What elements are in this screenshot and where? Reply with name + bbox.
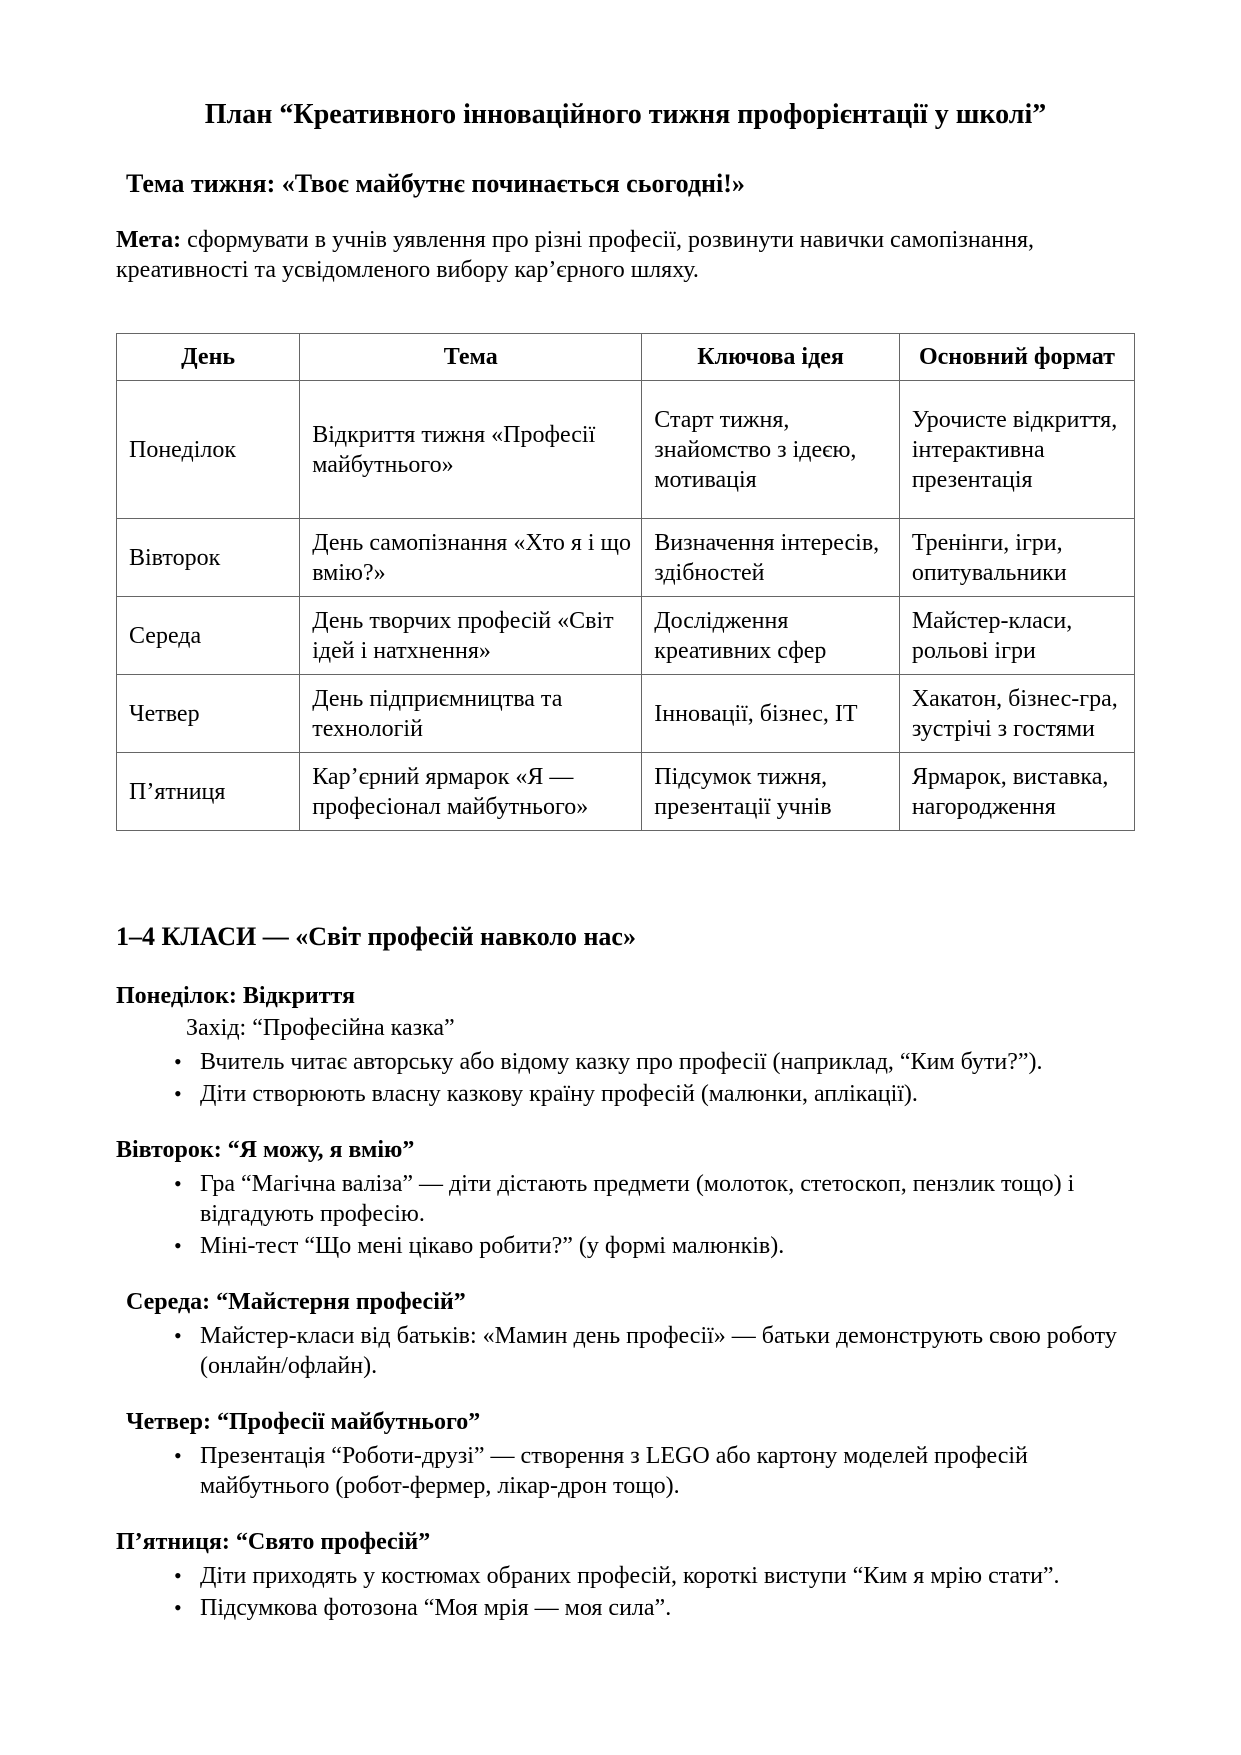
day-block-wednesday — [116, 1287, 1135, 1381]
list-item: • Міні-тест “Що мені цікаво робити?” (у формі малюнків). — [200, 1231, 1135, 1261]
cell-day: Середа — [117, 597, 300, 675]
day-heading-wednesday: Середа: “Майстерня професій” — [126, 1289, 466, 1315]
goal-paragraph — [116, 225, 1135, 285]
cell-format: Урочисте відкриття, інтерактивна презентація — [899, 381, 1134, 519]
goal-text: сформувати в учнів уявлення про різні професії, розвинути навички самопізнання, креативності та усвідомленого вибору кар’єрного шляху. — [116, 227, 1035, 283]
cell-theme: День підприємництва та технологій — [300, 675, 642, 753]
cell-format: Тренінги, ігри, опитувальники — [899, 519, 1134, 597]
day-block-thursday — [116, 1407, 1135, 1501]
event-intro-line: Захід: “Професійна казка” — [186, 1015, 455, 1041]
document-title: План “Креативного інноваційного тижня профорієнтації у школі” — [204, 99, 1047, 130]
list-item: • Майстер-класи від батьків: «Мамин день професії» — батьки демонструють свою роботу (онлайн/офлайн). — [200, 1321, 1135, 1381]
cell-format: Майстер-класи, рольові ігри — [899, 597, 1134, 675]
week-theme-heading: Тема тижня: «Твоє майбутнє починається сьогодні!» — [126, 169, 745, 198]
bullet-list — [116, 1441, 1135, 1501]
table-header-format: Основний формат — [899, 334, 1134, 381]
cell-idea: Інновації, бізнес, ІТ — [642, 675, 900, 753]
schedule-table — [116, 333, 1135, 831]
day-block-friday — [116, 1527, 1135, 1623]
list-item: • Підсумкова фотозона “Моя мрія — моя сила”. — [200, 1593, 1135, 1623]
list-item: • Вчитель читає авторську або відому казку про професії (наприклад, “Ким бути?”). — [200, 1047, 1135, 1077]
list-item: • Діти створюють власну казкову країну професій (малюнки, аплікації). — [200, 1079, 1135, 1109]
table-header-theme: Тема — [300, 334, 642, 381]
table-header-idea: Ключова ідея — [642, 334, 900, 381]
cell-theme: День самопізнання «Хто я і що вмію?» — [300, 519, 642, 597]
cell-idea: Дослідження креативних сфер — [642, 597, 900, 675]
table-row-wednesday — [117, 597, 1135, 675]
day-block-monday — [116, 981, 1135, 1109]
cell-idea: Старт тижня, знайомство з ідеєю, мотивація — [642, 381, 900, 519]
bullet-list — [116, 1047, 1135, 1109]
cell-day: Вівторок — [117, 519, 300, 597]
table-row-tuesday — [117, 519, 1135, 597]
cell-format: Ярмарок, виставка, нагородження — [899, 753, 1134, 831]
cell-theme: Кар’єрний ярмарок «Я — професіонал майбутнього» — [300, 753, 642, 831]
list-item: • Гра “Магічна валіза” — діти дістають предмети (молоток, стетоскоп, пензлик тощо) і відгадують професію. — [200, 1169, 1135, 1229]
bullet-list — [116, 1169, 1135, 1261]
day-block-tuesday — [116, 1135, 1135, 1261]
cell-day: Четвер — [117, 675, 300, 753]
bullet-list — [116, 1321, 1135, 1381]
day-heading-tuesday: Вівторок: “Я можу, я вмію” — [116, 1137, 415, 1163]
table-row-monday — [117, 381, 1135, 519]
cell-theme: Відкриття тижня «Професії майбутнього» — [300, 381, 642, 519]
bullet-list — [116, 1561, 1135, 1623]
day-heading-friday: П’ятниця: “Свято професій” — [116, 1529, 431, 1555]
day-heading-monday: Понеділок: Відкриття — [116, 983, 355, 1009]
grades-1-4-heading: 1–4 КЛАСИ — «Світ професій навколо нас» — [116, 922, 636, 951]
cell-idea: Підсумок тижня, презентації учнів — [642, 753, 900, 831]
cell-day: П’ятниця — [117, 753, 300, 831]
list-item: • Діти приходять у костюмах обраних професій, короткі виступи “Ким я мрію стати”. — [200, 1561, 1135, 1591]
table-row-thursday — [117, 675, 1135, 753]
goal-label: Мета: — [116, 227, 182, 253]
table-row-friday — [117, 753, 1135, 831]
day-heading-thursday: Четвер: “Професії майбутнього” — [126, 1409, 481, 1435]
cell-format: Хакатон, бізнес-гра, зустрічі з гостями — [899, 675, 1134, 753]
table-header-day: День — [117, 334, 300, 381]
list-item: • Презентація “Роботи-друзі” — створення з LEGO або картону моделей професій майбутнього (робот-фермер, лікар-дрон тощо). — [200, 1441, 1135, 1501]
table-header-row — [117, 334, 1135, 381]
cell-theme: День творчих професій «Світ ідей і натхнення» — [300, 597, 642, 675]
cell-idea: Визначення інтересів, здібностей — [642, 519, 900, 597]
cell-day: Понеділок — [117, 381, 300, 519]
